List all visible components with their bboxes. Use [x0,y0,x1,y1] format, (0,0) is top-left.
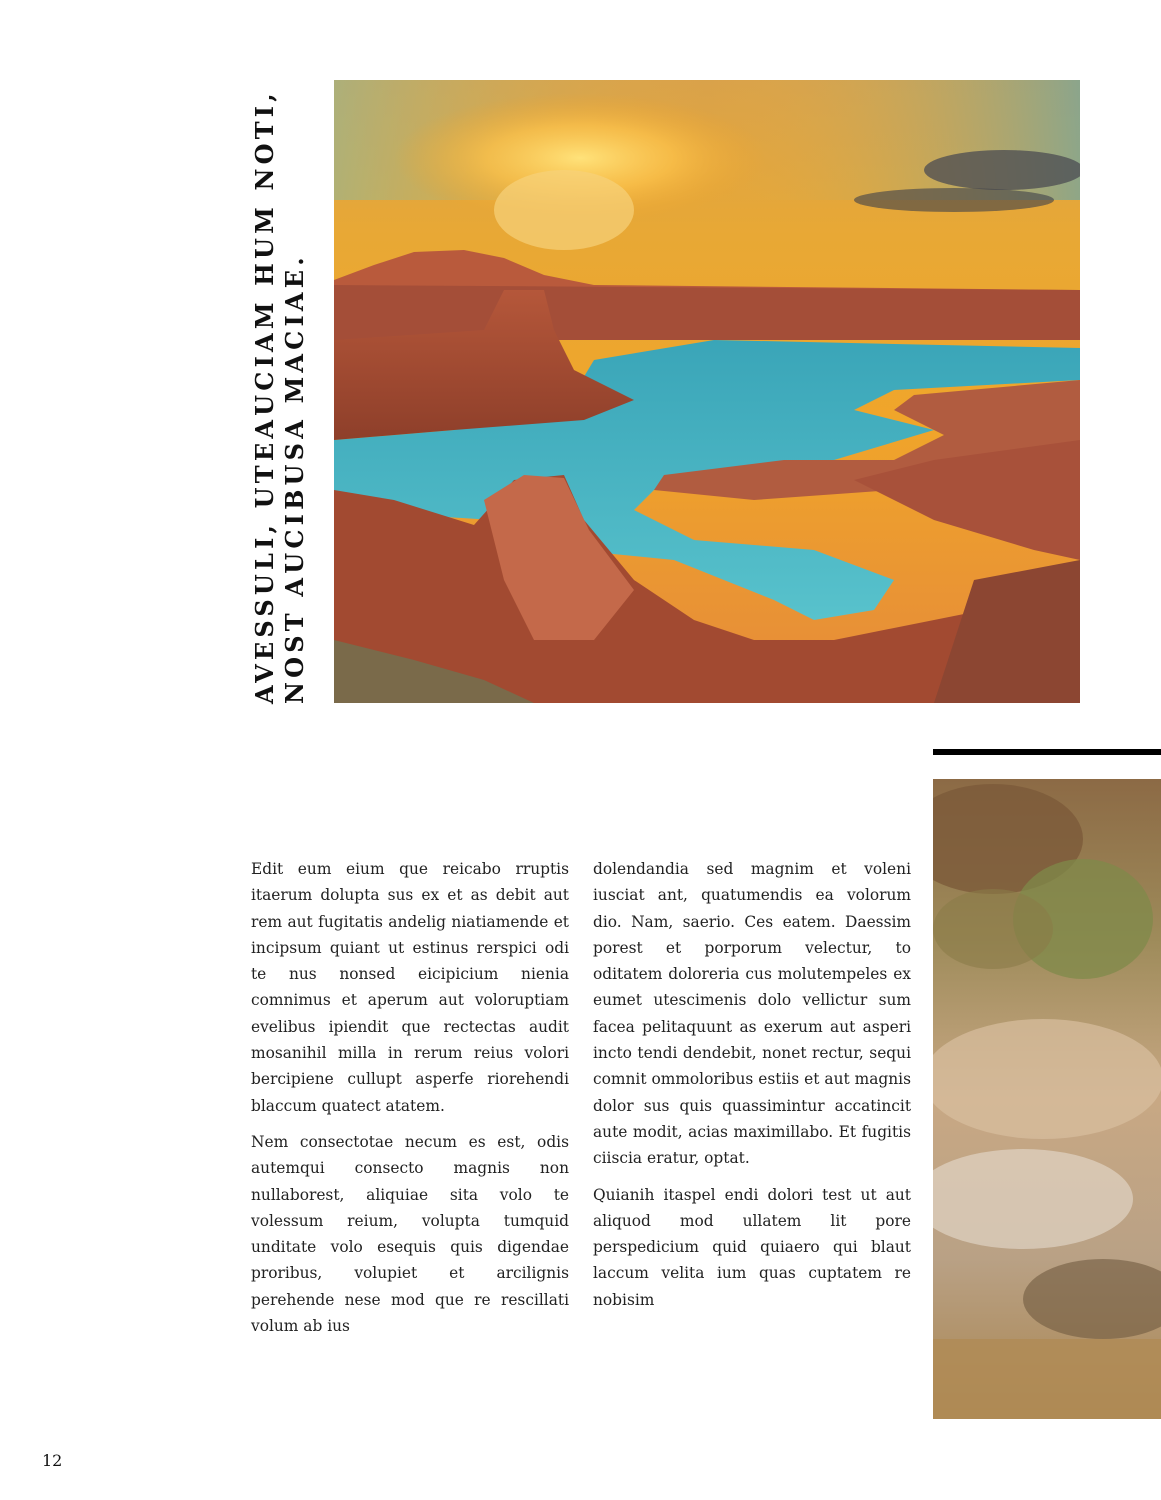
page-number: 12 [42,1451,63,1470]
paragraph: dolendandia sed magnim et voleni iusciat ant, quatumendis ea volorum dio. Nam, saerio. Ces eatem. Daessim porest et porporum velectur, to oditatem doloreria cus molutempeles ex eumet utescimenis dolo vellictur sum facea pelitaquunt as exerum aut asperi incto tendi dendebit, nonet rectur, sequi comnit ommoloribus estiis et aut magnis dolor sus quis quassimintur accatincit aute modit, acias maximillabo. Et fugitis ciiscia eratur, optat. [593,860,911,1168]
paragraph: Nem consectotae necum es est, odis autemqui consecto magnis non nullaborest, aliquiae sita volo te volessum reium, volupta tumquid unditate volo esequis quis digendae proribus, volupiet et arcilignis perehende nese mod que re rescillati volum ab ius [251,1132,569,1336]
body-column-left [251,856,569,1349]
canyon-lake-sunset-image [334,80,1080,703]
horizontal-rule [933,749,1161,755]
headline-text: AVESSULI, UTEAUCIAM HUM NOTI, NOST AUCIBUSA MACIAE. [250,89,309,704]
side-photo [933,779,1161,1419]
vertical-headline [250,80,320,704]
paragraph: Edit eum eium que reicabo rruptis itaerum dolupta sus ex et as debit aut rem aut fugitatis andelig niatiamende et incipsum quiant ut estinus rerspici odi te nus nonsed eicipicium nienia comnimus et aperum aut voloruptiam evelibus ipiendit que rectectas audit mosanihil milla in rerum reius volori bercipiene cullupt asperfe riorehendi blaccum quatect atatem. [251,860,569,1115]
body-column-right [593,856,911,1323]
hero-landscape-photo [334,80,1080,703]
paragraph: Quianih itaspel endi dolori test ut aut aliquod mod ullatem lit pore perspedicium quid quiaero qui blaut laccum velita ium quas cuptatem re nobisim [593,1185,911,1309]
ground-closeup-image [933,779,1161,1419]
